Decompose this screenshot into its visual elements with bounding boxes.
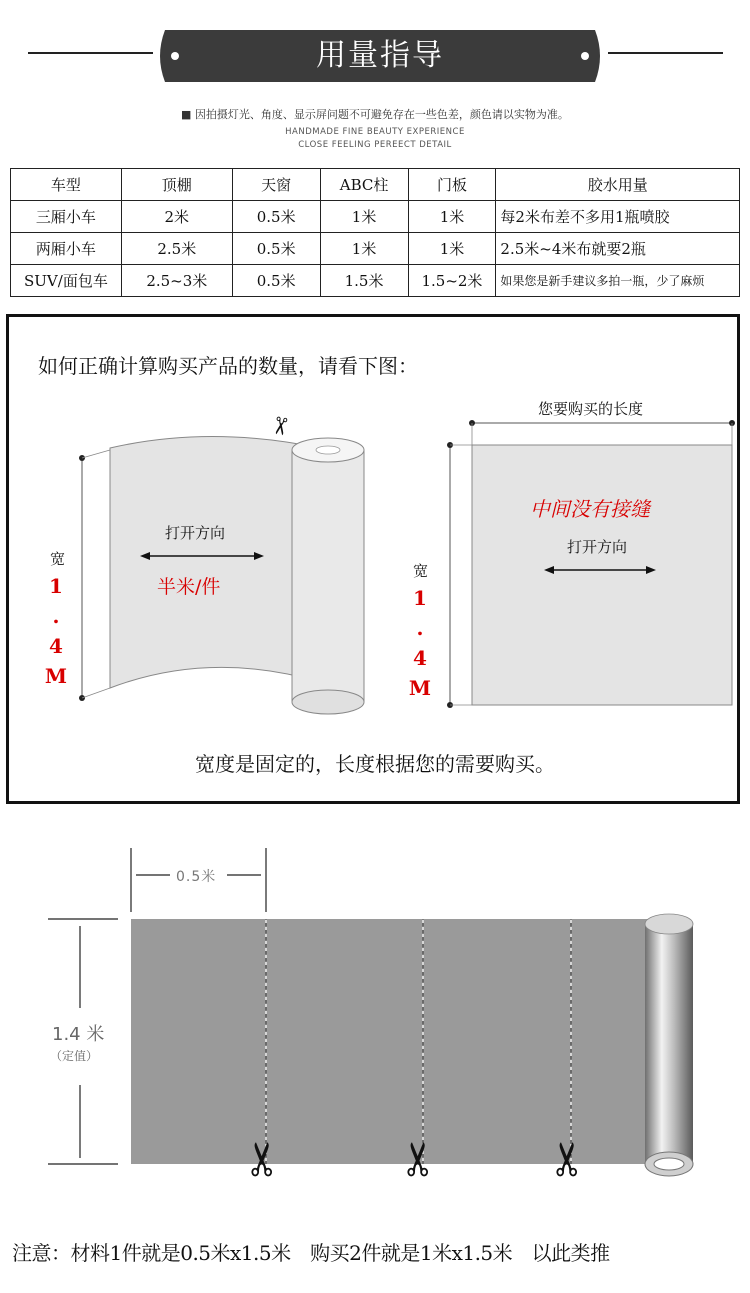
left-unit-label: 半米/件 — [157, 576, 221, 598]
guide-footer: 宽度是固定的，长度根据您的需要购买。 — [195, 752, 555, 776]
table-cell: 0.5米 — [232, 201, 320, 233]
table-cell: 2.5~3米 — [121, 265, 232, 297]
table-cell: 2.5米 — [121, 233, 232, 265]
left-direction-label: 打开方向 — [165, 524, 226, 542]
table-cell: 1米 — [408, 201, 496, 233]
page-title: 用量指导 — [316, 38, 444, 73]
right-width-value: 1.4M — [408, 586, 432, 706]
scissors-icon: ✂ — [540, 1139, 595, 1179]
roll-height-note: （定值） — [50, 1049, 99, 1063]
table-cell: SUV/面包车 — [11, 265, 122, 297]
table-cell: 如果您是新手建议多拍一瓶，少了麻烦 — [496, 265, 740, 297]
tagline-line2: CLOSE FEELING PEREECT DETAIL — [298, 140, 452, 150]
header-rule-right — [608, 52, 723, 54]
tagline-line1: HANDMADE FINE BEAUTY EXPERIENCE — [285, 127, 465, 137]
table-cell: 2.5米~4米布就要2瓶 — [496, 233, 740, 265]
right-direction-label: 打开方向 — [567, 538, 628, 556]
table-row — [11, 233, 740, 265]
guide-heading: 如何正确计算购买产品的数量，请看下图： — [38, 354, 418, 378]
table-header: 天窗 — [232, 169, 320, 201]
table-cell: 0.5米 — [232, 265, 320, 297]
table-cell: 1.5~2米 — [408, 265, 496, 297]
left-width-value: 1.4M — [44, 574, 68, 694]
cutting-diagram — [0, 840, 750, 1210]
purchase-length-label: 您要购买的长度 — [538, 400, 644, 418]
table-cell: 两厢小车 — [11, 233, 122, 265]
table-cell: 0.5米 — [232, 233, 320, 265]
disclaimer: ■ 因拍摄灯光、角度、显示屏问题不可避免存在一些色差，颜色请以实物为准。 — [181, 108, 569, 121]
scissors-icon: ✂ — [235, 1139, 290, 1179]
fabric-roll-illustration — [70, 410, 370, 720]
scissors-icon: ✂ — [264, 413, 296, 439]
roll-height-label: 1.4 米 — [52, 1024, 105, 1045]
table-header: 胶水用量 — [496, 169, 740, 201]
table-cell: 2米 — [121, 201, 232, 233]
table-header: 顶棚 — [121, 169, 232, 201]
table-cell: 1.5米 — [320, 265, 408, 297]
table-cell: 1米 — [320, 233, 408, 265]
right-width-label: 宽 — [413, 562, 429, 580]
fabric-sheet-illustration — [440, 415, 740, 715]
table-row — [11, 201, 740, 233]
purchase-note: 注意：材料1件就是0.5米x1.5米 购买2件就是1米x1.5米 以此类推 — [12, 1241, 610, 1265]
table-header: 门板 — [408, 169, 496, 201]
header-rule-left — [28, 52, 153, 54]
table-header-row — [11, 169, 740, 201]
table-cell: 三厢小车 — [11, 201, 122, 233]
scissors-icon: ✂ — [391, 1139, 446, 1179]
no-seam-label: 中间没有接缝 — [530, 497, 650, 521]
table-cell: 1米 — [408, 233, 496, 265]
table-header: 车型 — [11, 169, 122, 201]
table-row — [11, 265, 740, 297]
left-width-label: 宽 — [50, 550, 66, 568]
segment-width-label: 0.5米 — [176, 869, 217, 885]
table-cell: 1米 — [320, 201, 408, 233]
table-cell: 每2米布差不多用1瓶喷胶 — [496, 201, 740, 233]
table-header: ABC柱 — [320, 169, 408, 201]
usage-table — [10, 168, 740, 297]
